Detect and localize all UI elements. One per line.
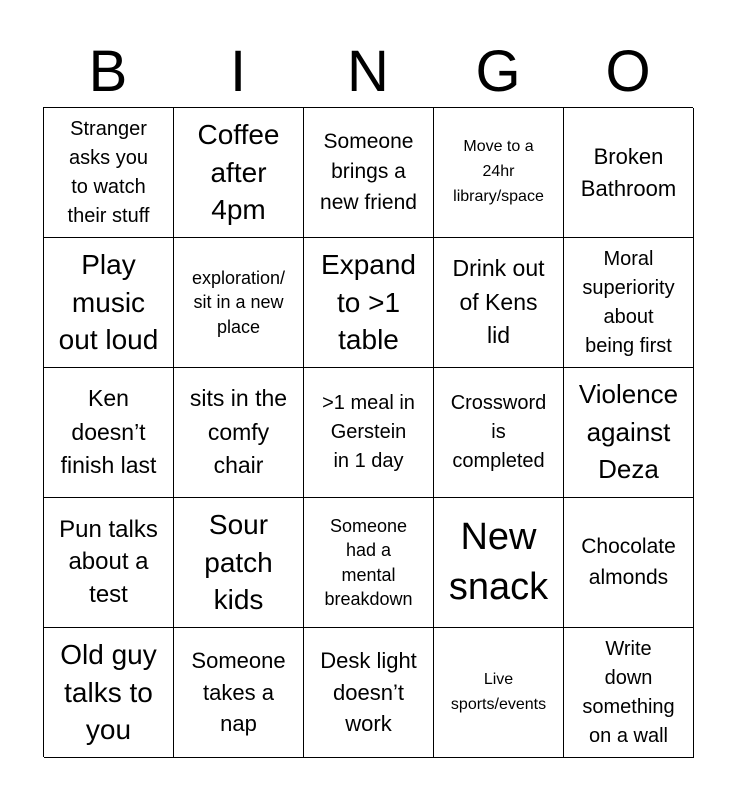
bingo-cell[interactable]: Ken doesn’t finish last — [44, 368, 174, 498]
bingo-cell[interactable]: sits in the comfy chair — [174, 368, 304, 498]
bingo-cell[interactable]: Old guy talks to you — [44, 628, 174, 758]
bingo-board — [43, 107, 693, 757]
header-letter-i: I — [229, 39, 247, 104]
bingo-cell[interactable]: Broken Bathroom — [564, 108, 694, 238]
bingo-cell[interactable]: Expand to >1 table — [304, 238, 434, 368]
header-letter-b: B — [88, 39, 128, 104]
bingo-cell[interactable]: Moral superiority about being first — [564, 238, 694, 368]
bingo-cell[interactable]: Live sports/events — [434, 628, 564, 758]
bingo-cell[interactable]: Drink out of Kens lid — [434, 238, 564, 368]
bingo-cell[interactable]: Someone brings a new friend — [304, 108, 434, 238]
bingo-cell[interactable]: Pun talks about a test — [44, 498, 174, 628]
bingo-cell[interactable]: Play music out loud — [44, 238, 174, 368]
bingo-cell[interactable]: Chocolate almonds — [564, 498, 694, 628]
bingo-cell[interactable]: Violence against Deza — [564, 368, 694, 498]
bingo-cell[interactable]: Someone had a mental breakdown — [304, 498, 434, 628]
bingo-cell[interactable]: exploration/ sit in a new place — [174, 238, 304, 368]
bingo-cell[interactable]: Coffee after 4pm — [174, 108, 304, 238]
bingo-cell[interactable]: >1 meal in Gerstein in 1 day — [304, 368, 434, 498]
bingo-cell[interactable]: New snack — [434, 498, 564, 628]
header-letter-n: N — [347, 39, 389, 104]
bingo-cell[interactable]: Crossword is completed — [434, 368, 564, 498]
bingo-header — [43, 38, 693, 106]
bingo-cell[interactable]: Desk light doesn’t work — [304, 628, 434, 758]
bingo-cell[interactable]: Write down something on a wall — [564, 628, 694, 758]
header-letter-g: G — [475, 39, 521, 104]
bingo-cell[interactable]: Someone takes a nap — [174, 628, 304, 758]
bingo-cell[interactable]: Stranger asks you to watch their stuff — [44, 108, 174, 238]
bingo-cell[interactable]: Sour patch kids — [174, 498, 304, 628]
bingo-cell[interactable]: Move to a 24hr library/space — [434, 108, 564, 238]
header-letter-o: O — [605, 39, 651, 104]
